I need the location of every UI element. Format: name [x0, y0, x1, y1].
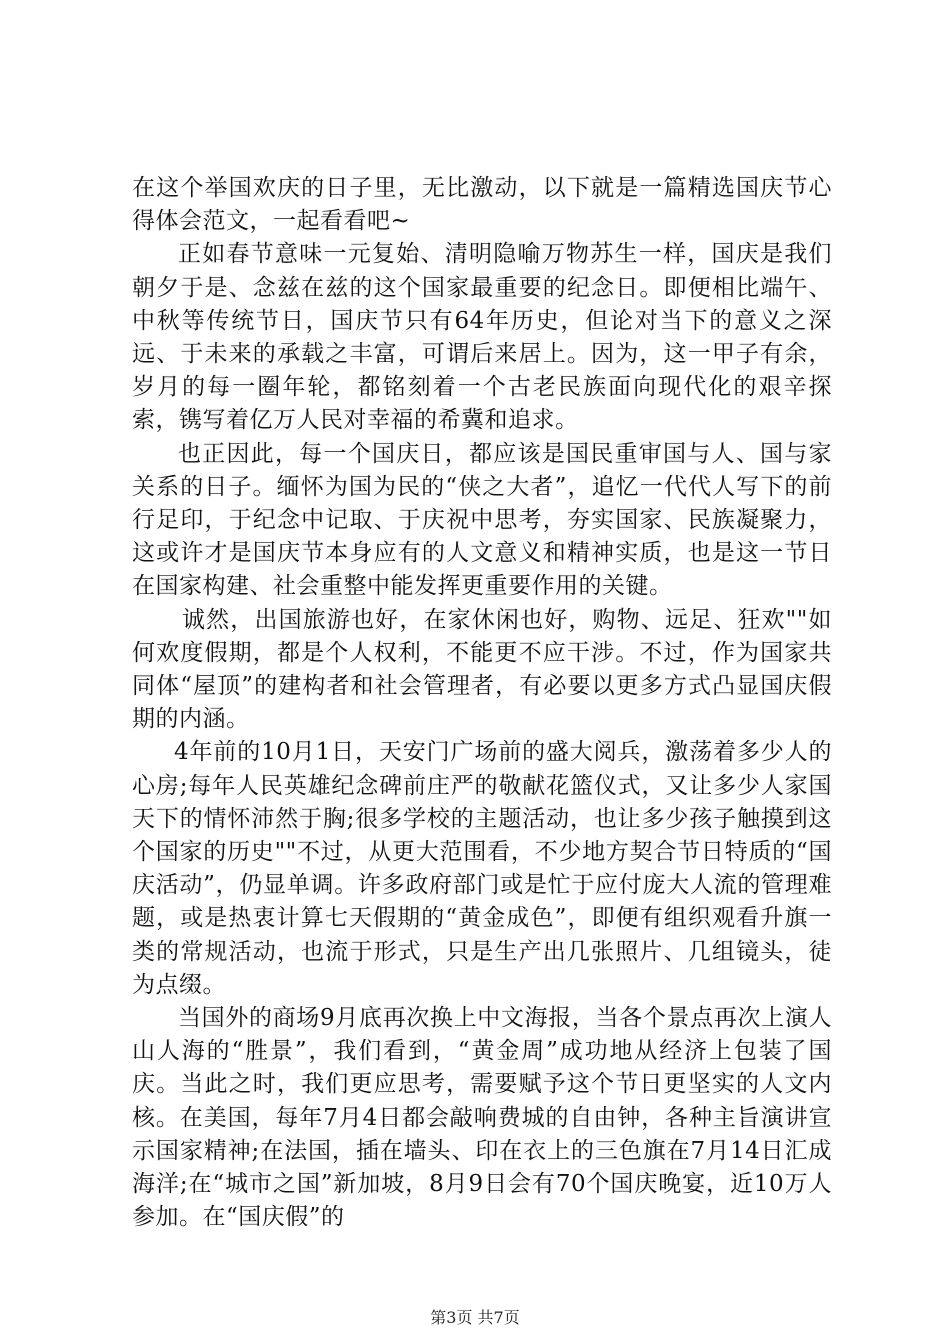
- body-paragraph-5: 当国外的商场9月底再次换上中文海报，当各个景点再次上演人山人海的“胜景”，我们看到，“黄金周”成功地从经济上包装了国庆。当此之时，我们更应思考，需要赋予这个节日更坚实的人文内核。在美国，每年7月4日都会敲响费城的自由钟，各种主旨演讲宣示国家精神;在法国，插在墙头、印在衣上的三色旗在7月14日汇成海洋;在“城市之国”新加坡，8月9日会有70个国庆晚宴，近10万人参加。在“国庆假”的: [132, 1005, 832, 1231]
- body-paragraph-1: 正如春节意味一元复始、清明隐喻万物苏生一样，国庆是我们朝夕于是、念兹在兹的这个国家最重要的纪念日。即便相比端午、中秋等传统节日，国庆节只有64年历史，但论对当下的意义之深远、于未来的承载之丰富，可谓后来居上。因为，这一甲子有余，岁月的每一圈年轮，都铭刻着一个古老民族面向现代化的艰辛探索，镌写着亿万人民对幸福的希冀和追求。: [132, 241, 832, 434]
- body-paragraph-4: 4年前的10月1日，天安门广场前的盛大阅兵，激荡着多少人的心房;每年人民英雄纪念碑前庄严的敬献花篮仪式，又让多少人家国天下的情怀沛然于胸;很多学校的主题活动，也让多少孩子触摸到这个国家的历史""不过，从更大范围看，不少地方契合节日特质的“国庆活动”，仍显单调。许多政府部门或是忙于应付庞大人流的管理难题，或是热衷计算七天假期的“黄金成色”，即便有组织观看升旗一类的常规活动，也流于形式，只是生产出几张照片、几组镜头，徒为点缀。: [132, 739, 832, 998]
- body-paragraph-3: 诚然，出国旅游也好，在家休闲也好，购物、远足、狂欢""如何欢度假期，都是个人权利，不能更不应干涉。不过，作为国家共同体“屋顶”的建构者和社会管理者，有必要以更多方式凸显国庆假期的内涵。: [132, 606, 832, 733]
- document-body: [132, 172, 832, 1235]
- page-number: 第3页 共7页: [430, 1308, 520, 1327]
- intro-paragraph: 在这个举国欢庆的日子里，无比激动，以下就是一篇精选国庆节心得体会范文，一起看看吧~: [132, 175, 832, 235]
- body-paragraph-2: 也正因此，每一个国庆日，都应该是国民重审国与人、国与家关系的日子。缅怀为国为民的“侠之大者”，追忆一代代人写下的前行足印，于纪念中记取、于庆祝中思考，夯实国家、民族凝聚力，这或许才是国庆节本身应有的人文意义和精神实质，也是这一节日在国家构建、社会重整中能发挥更重要作用的关键。: [132, 440, 832, 600]
